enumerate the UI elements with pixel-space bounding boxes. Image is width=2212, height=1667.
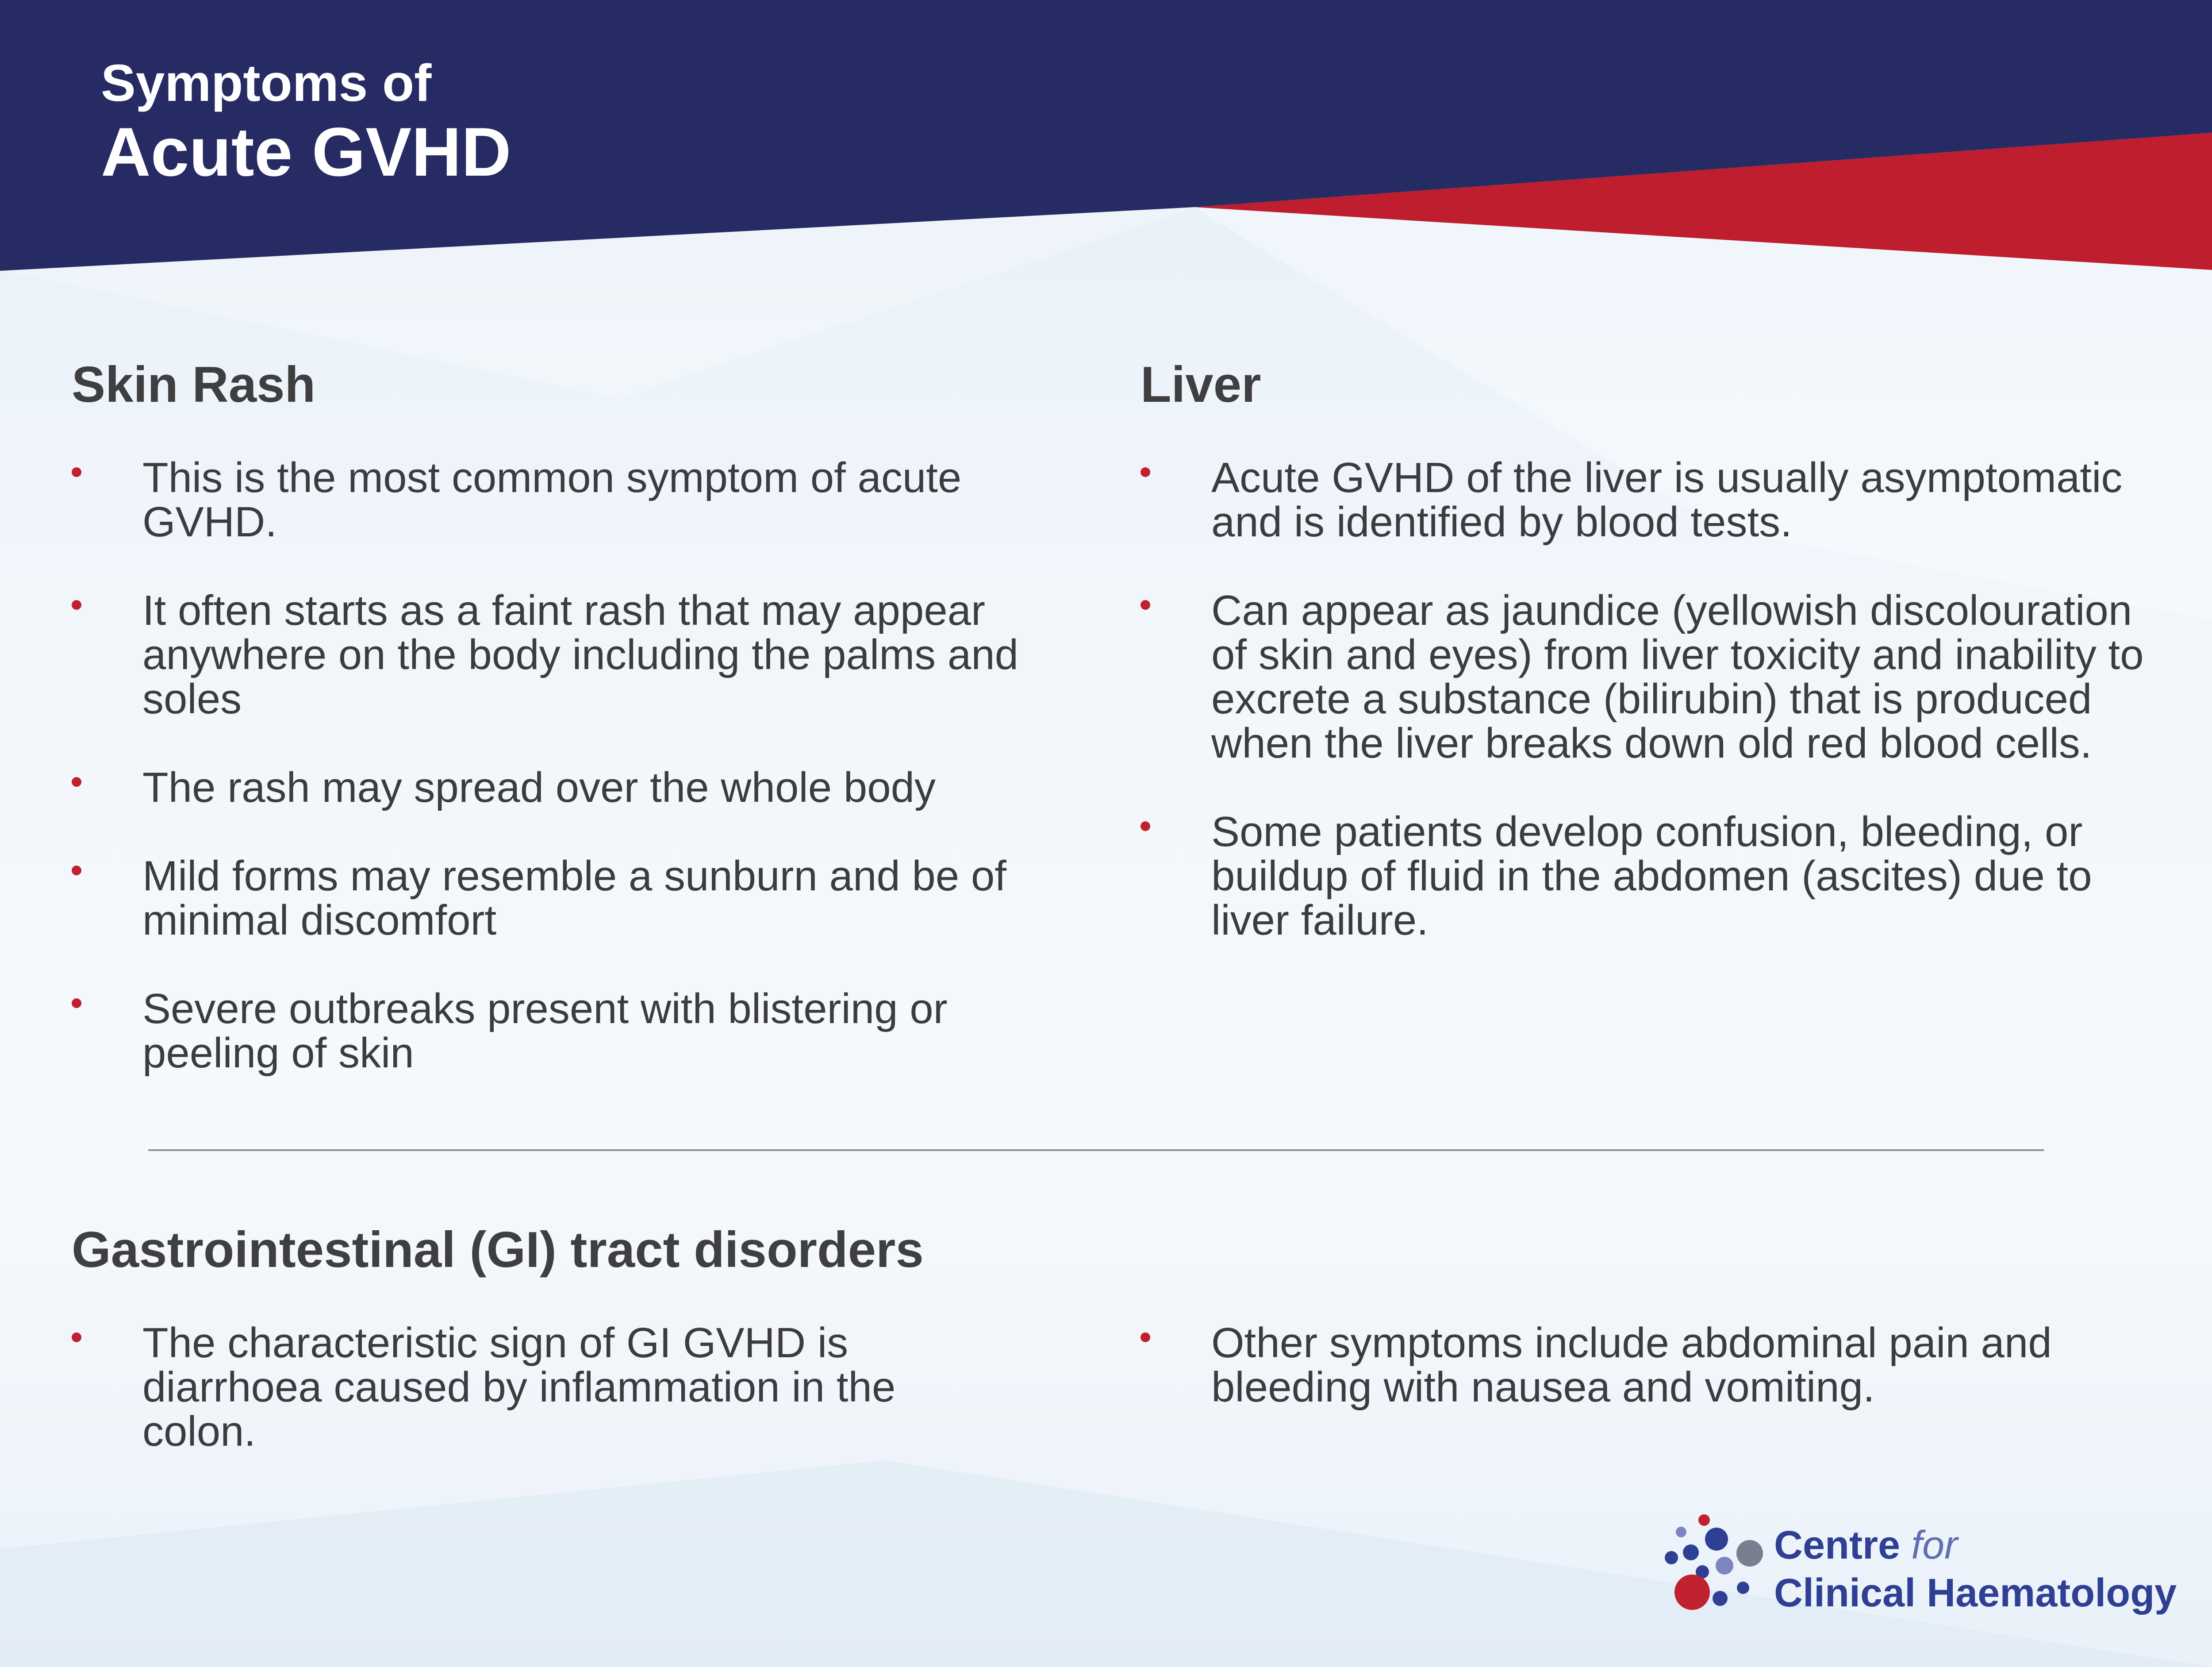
skin-rash-list (72, 456, 1045, 1120)
list-item (72, 854, 1045, 943)
list-item (1141, 589, 2167, 766)
gi-list-right (1141, 1321, 2114, 1454)
bullet-dot (72, 777, 81, 787)
bullet-dot (72, 600, 81, 610)
liver-list (1141, 456, 2167, 987)
gi-heading: Gastrointestinal (GI) tract disorders (72, 1222, 924, 1278)
list-item-text: Some patients develop confusion, bleeding, or buildup of fluid in the abdomen (ascites) due to liver failure. (1211, 808, 2092, 944)
bullet-dot (72, 998, 81, 1008)
list-item (72, 766, 1045, 810)
logo-text (1774, 1521, 2177, 1617)
list-item-text: It often starts as a faint rash that may appear anywhere on the body including the palms and soles (142, 587, 1018, 723)
page-title-line2: Acute GVHD (101, 114, 511, 191)
centre-logo (1663, 1513, 2177, 1620)
list-item-text: Other symptoms include abdominal pain and bleeding with nausea and vomiting. (1211, 1319, 2052, 1411)
bullet-dot (72, 866, 81, 875)
page-title-line1: Symptoms of (101, 54, 432, 112)
list-item (1141, 810, 2167, 943)
list-item-text: Severe outbreaks present with blistering or peeling of skin (142, 985, 948, 1077)
list-item (72, 987, 1045, 1075)
bullet-dot (72, 1332, 81, 1342)
bullet-dot (1141, 821, 1150, 831)
logo-line2: Clinical Haematology (1774, 1571, 2177, 1615)
page-title (101, 53, 511, 191)
logo-for: for (1911, 1523, 1958, 1567)
list-item (72, 589, 1045, 721)
liver-heading: Liver (1141, 357, 1261, 413)
bullet-dot (1141, 467, 1150, 477)
logo-dots-icon (1663, 1513, 1770, 1620)
list-item-text: This is the most common symptom of acute GVHD. (142, 454, 962, 546)
section-divider (148, 1149, 2044, 1151)
list-item (1141, 456, 2167, 544)
bullet-dot (72, 467, 81, 477)
list-item-text: Mild forms may resemble a sunburn and be of minimal discomfort (142, 852, 1006, 944)
skin-rash-heading: Skin Rash (72, 357, 316, 413)
list-item-text: Acute GVHD of the liver is usually asymptomatic and is identified by blood tests. (1211, 454, 2123, 546)
list-item (72, 456, 1045, 544)
list-item-text: The rash may spread over the whole body (142, 764, 936, 811)
gi-list-left (72, 1321, 992, 1498)
bullet-dot (1141, 600, 1150, 610)
logo-centre: Centre (1774, 1523, 1901, 1567)
list-item (72, 1321, 992, 1454)
list-item (1141, 1321, 2114, 1409)
list-item-text: Can appear as jaundice (yellowish discolouration of skin and eyes) from liver toxicity and inability to excrete a substance (bilirubin) that is produced when the liver breaks down old red blood cells. (1211, 587, 2144, 767)
bullet-dot (1141, 1332, 1150, 1342)
list-item-text: The characteristic sign of GI GVHD is diarrhoea caused by inflammation in the colon. (142, 1319, 896, 1455)
